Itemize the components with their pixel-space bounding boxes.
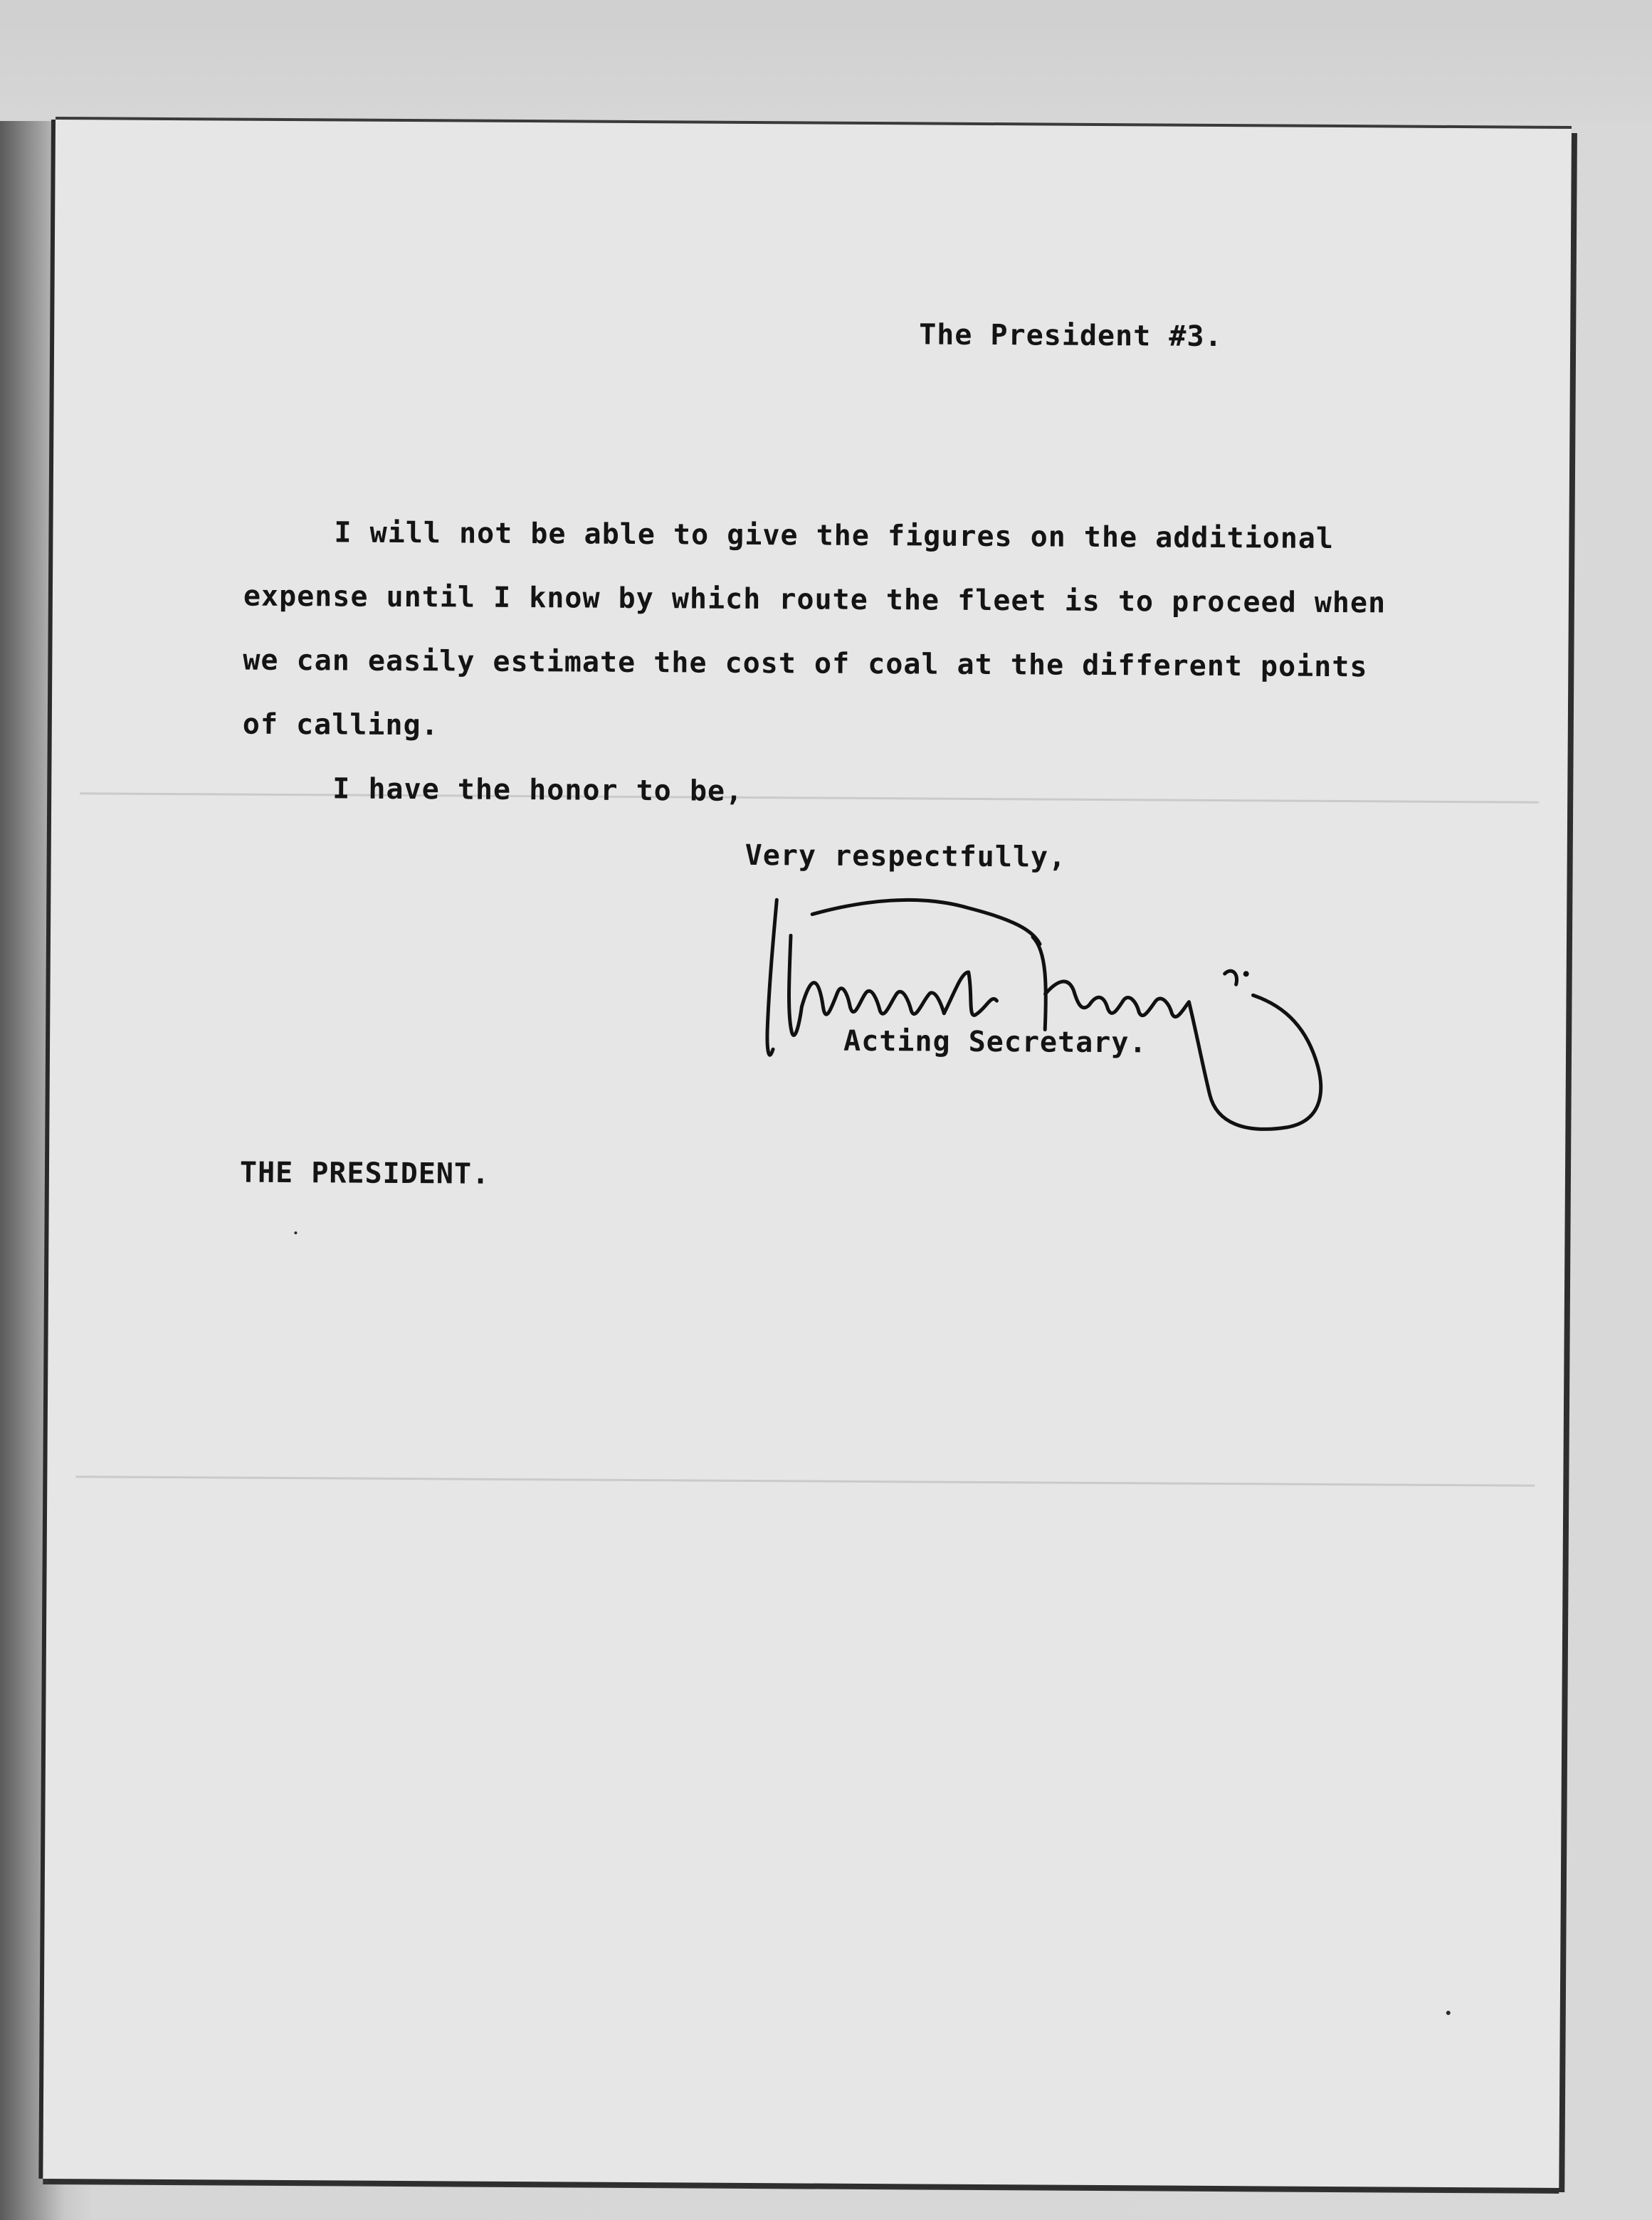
body-line-4: of calling.	[242, 707, 439, 742]
page-reference: The President #3.	[919, 318, 1223, 354]
body-line-1: I will not be able to give the figures on the additional	[334, 516, 1335, 555]
handwritten-signature	[732, 885, 1446, 1146]
closing-line: Very respectfully,	[745, 838, 1067, 874]
addressee: THE PRESIDENT.	[239, 1156, 490, 1191]
signer-title: Acting Secretary.	[843, 1024, 1147, 1060]
ink-speck	[294, 1231, 297, 1234]
fold-line-lower	[75, 1475, 1535, 1487]
backdrop-top	[0, 0, 1652, 121]
letter-sheet	[43, 120, 1572, 2188]
body-line-2: expense until I know by which route the fleet is to proceed when	[243, 579, 1387, 620]
ink-speck	[1446, 2011, 1451, 2015]
honor-line: I have the honor to be,	[332, 772, 744, 808]
fold-line-upper	[80, 792, 1539, 804]
body-line-3: we can easily estimate the cost of coal at the different points	[243, 643, 1368, 684]
